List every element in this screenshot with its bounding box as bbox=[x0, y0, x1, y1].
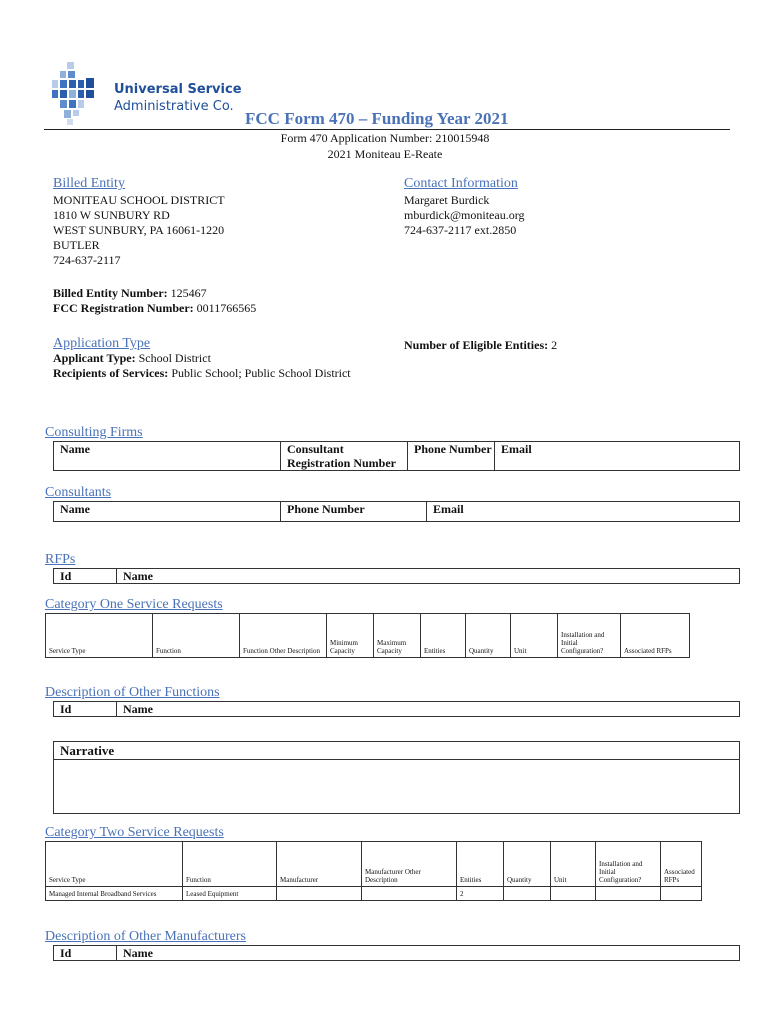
category-two-table bbox=[45, 841, 702, 901]
billed-entity-line: MONITEAU SCHOOL DISTRICT bbox=[53, 193, 225, 207]
table-cell bbox=[504, 887, 551, 901]
col-header: Manufacturer bbox=[277, 842, 362, 887]
usac-logo-mark-icon bbox=[50, 60, 110, 126]
applicant-type-value: School District bbox=[138, 351, 211, 365]
frn-label: FCC Registration Number: bbox=[53, 301, 194, 315]
col-header: Associated RFPs bbox=[661, 842, 702, 887]
contact-line: Margaret Burdick bbox=[404, 193, 490, 207]
recipients-value: Public School; Public School District bbox=[171, 366, 351, 380]
col-header: Name bbox=[54, 502, 281, 522]
col-header: Phone Number bbox=[281, 502, 427, 522]
table-cell bbox=[277, 887, 362, 901]
fcc-registration-number bbox=[53, 301, 256, 316]
col-header: Id bbox=[54, 702, 117, 717]
usac-logo bbox=[50, 60, 250, 130]
col-header: Phone Number bbox=[408, 442, 495, 471]
billed-entity-line: 1810 W SUNBURY RD bbox=[53, 208, 170, 222]
table-cell bbox=[596, 887, 661, 901]
consultants-table bbox=[53, 501, 740, 522]
billed-entity-line: BUTLER bbox=[53, 238, 100, 252]
billed-entity-number bbox=[53, 286, 207, 301]
col-header: Name bbox=[117, 946, 740, 961]
billed-entity-line: WEST SUNBURY, PA 16061-1220 bbox=[53, 223, 225, 237]
application-name: 2021 Moniteau E-Reate bbox=[327, 147, 443, 161]
other-functions-table bbox=[53, 701, 740, 717]
recipients-of-services bbox=[53, 366, 351, 381]
application-number: Form 470 Application Number: 210015948 bbox=[280, 131, 490, 145]
rfps-heading: RFPs bbox=[45, 552, 76, 567]
col-header: Unit bbox=[551, 842, 596, 887]
table-cell: Leased Equipment bbox=[183, 887, 277, 901]
ben-label: Billed Entity Number: bbox=[53, 286, 168, 300]
col-header: Function bbox=[183, 842, 277, 887]
col-header: Service Type bbox=[46, 842, 183, 887]
contact-line: mburdick@moniteau.org bbox=[404, 208, 525, 222]
col-header: Quantity bbox=[504, 842, 551, 887]
col-header: Minimum Capacity bbox=[327, 614, 374, 658]
billed-entity-heading: Billed Entity bbox=[53, 176, 125, 191]
logo-line-1: Universal Service bbox=[114, 82, 242, 97]
table-cell bbox=[661, 887, 702, 901]
other-functions-heading: Description of Other Functions bbox=[45, 685, 220, 700]
application-type-heading: Application Type bbox=[53, 336, 151, 351]
col-header: Entities bbox=[421, 614, 466, 658]
col-header: Id bbox=[54, 946, 117, 961]
other-manufacturers-heading: Description of Other Manufacturers bbox=[45, 929, 246, 944]
col-header: Id bbox=[54, 569, 117, 584]
col-header: Maximum Capacity bbox=[374, 614, 421, 658]
applicant-type-label: Applicant Type: bbox=[53, 351, 136, 365]
col-header: Email bbox=[495, 442, 740, 471]
category-one-table bbox=[45, 613, 690, 658]
table-cell bbox=[362, 887, 457, 901]
col-header: Function bbox=[153, 614, 240, 658]
contact-block bbox=[404, 193, 524, 238]
category-two-heading: Category Two Service Requests bbox=[45, 825, 224, 840]
other-manufacturers-table bbox=[53, 945, 740, 961]
col-header: Installation and Initial Configuration? bbox=[596, 842, 661, 887]
col-header: Name bbox=[117, 702, 740, 717]
applicant-type bbox=[53, 351, 211, 366]
table-row bbox=[46, 887, 702, 901]
contact-heading: Contact Information bbox=[404, 176, 518, 191]
col-header: Associated RFPs bbox=[621, 614, 690, 658]
col-header: Manufacturer Other Description bbox=[362, 842, 457, 887]
col-header: Name bbox=[117, 569, 740, 584]
table-cell: Managed Internal Broadband Services bbox=[46, 887, 183, 901]
eligible-entities-value: 2 bbox=[551, 338, 558, 352]
consulting-firms-table bbox=[53, 441, 740, 471]
rfps-table bbox=[53, 568, 740, 584]
consultants-heading: Consultants bbox=[45, 485, 112, 500]
category-one-heading: Category One Service Requests bbox=[45, 597, 223, 612]
col-header: Consultant Registration Number bbox=[281, 442, 408, 471]
table-cell: 2 bbox=[457, 887, 504, 901]
narrative-box bbox=[53, 741, 740, 814]
col-header: Entities bbox=[457, 842, 504, 887]
ben-value: 125467 bbox=[170, 286, 207, 300]
frn-value: 0011766565 bbox=[196, 301, 257, 315]
eligible-entities bbox=[404, 338, 557, 353]
narrative-label: Narrative bbox=[54, 742, 739, 760]
eligible-entities-label: Number of Eligible Entities: bbox=[404, 338, 549, 352]
col-header: Unit bbox=[511, 614, 558, 658]
billed-entity-line: 724-637-2117 bbox=[53, 253, 121, 267]
recipients-label: Recipients of Services: bbox=[53, 366, 169, 380]
col-header: Name bbox=[54, 442, 281, 471]
billed-entity-block bbox=[53, 193, 225, 268]
logo-line-2: Administrative Co. bbox=[114, 99, 234, 114]
table-cell bbox=[551, 887, 596, 901]
page-title: FCC Form 470 – Funding Year 2021 bbox=[245, 109, 509, 128]
col-header: Quantity bbox=[466, 614, 511, 658]
title-rule bbox=[44, 129, 730, 130]
col-header: Service Type bbox=[46, 614, 153, 658]
contact-line: 724-637-2117 ext.2850 bbox=[404, 223, 517, 237]
col-header: Installation and Initial Configuration? bbox=[558, 614, 621, 658]
col-header: Function Other Description bbox=[240, 614, 327, 658]
consulting-firms-heading: Consulting Firms bbox=[45, 425, 143, 440]
col-header: Email bbox=[427, 502, 740, 522]
